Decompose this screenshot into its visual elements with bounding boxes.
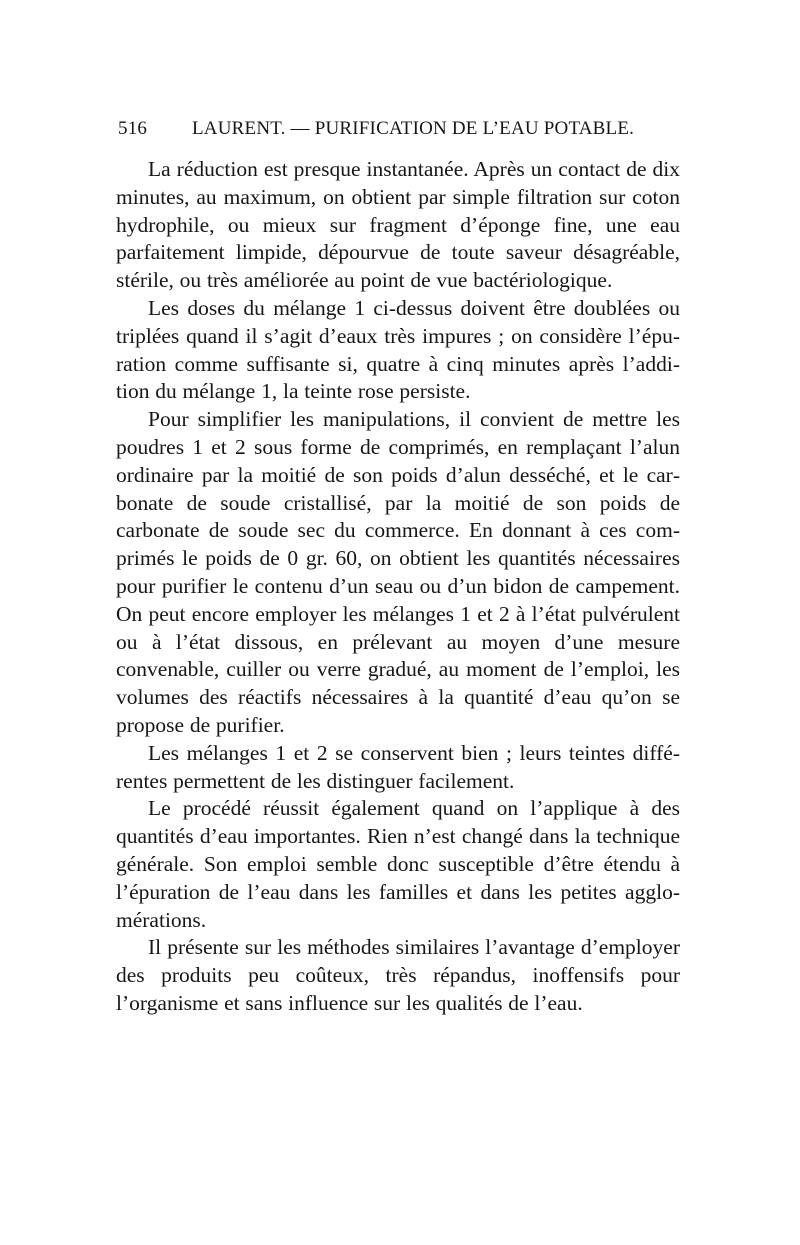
paragraph-5: Le procédé réussit également quand on l’applique à des quantités d’eau importantes. Rien n’est changé dans la technique générale. Son emploi semble donc susceptible d’être étendu à l’épuration de l’eau dans les familles et dans les petites agglomérations. <box>116 796 680 932</box>
page-number: 516 <box>118 118 148 139</box>
paragraph-2: Les doses du mélange 1 ci-dessus doivent être doublées ou triplées quand il s’agit d’eaux très impures ; on considère l’épuration comme suffisante si, quatre à cinq minutes après l’addition du mélange 1, la teinte rose persiste. <box>116 295 680 404</box>
running-title: LAURENT. — PURIFICATION DE L’EAU POTABLE. <box>192 118 635 139</box>
paragraph-3: Pour simplifier les manipulations, il convient de mettre les poudres 1 et 2 sous forme de comprimés, en remplaçant l’alun ordinaire par la moitié de son poids d’alun desséché, et le carbonate de soude cristallisé, par la moitié de son poids de carbonate de soude sec du commerce. En donnant à ces comprimés le poids de 0 gr. 60, on obtient les quantités nécessaires pour purifier le contenu d’un seau ou d’un bidon de campement. On peut encore employer les mélanges 1 et 2 à l’état pulvérulent ou à l’état dissous, en prélevant au moyen d’une mesure convenable, cuiller ou verre gradué, au moment de l’emploi, les volumes des réactifs nécessaires à la quantité d’eau qu’on se propose de purifier. <box>116 407 680 737</box>
paragraph-6: Il présente sur les méthodes similaires l’avantage d’employer des produits peu coûteux, très répandus, inoffensifs pour l’organisme et sans influence sur les qualités de l’eau. <box>116 935 680 1015</box>
running-head <box>116 118 696 146</box>
paragraph-1: La réduction est presque instantanée. Après un contact de dix minutes, au maximum, on obtient par simple filtration sur coton hydrophile, ou mieux sur fragment d’éponge fine, une eau parfaitement limpide, dépourvue de toute saveur désagréable, stérile, ou très améliorée au point de vue bactériologique. <box>116 157 680 293</box>
body-text <box>116 156 680 1018</box>
paragraph-4: Les mélanges 1 et 2 se conservent bien ; leurs teintes différentes permettent de les distinguer facilement. <box>116 740 680 793</box>
